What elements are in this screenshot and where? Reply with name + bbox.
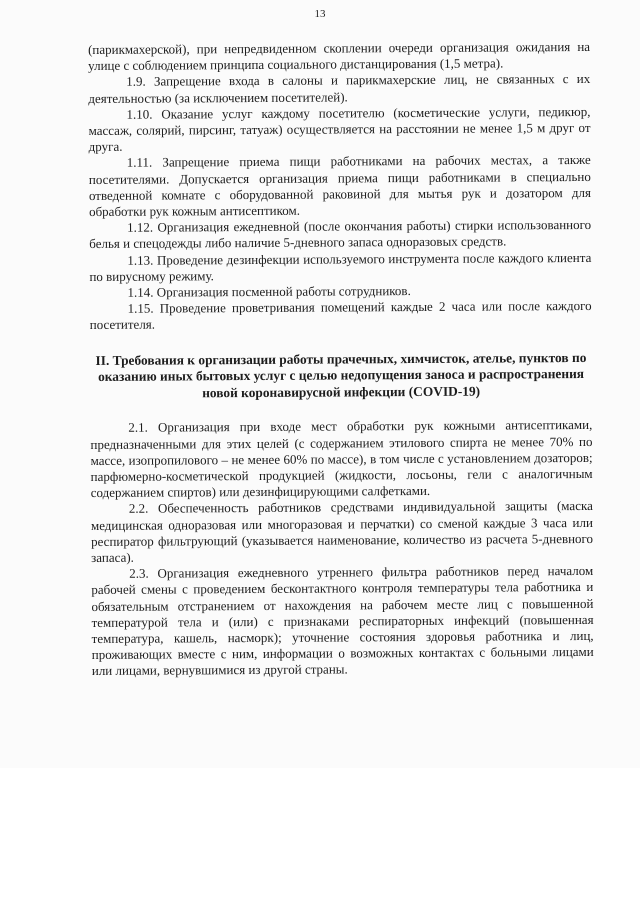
paragraph-1-14: 1.14. Организация посменной работы сотрудников.	[127, 283, 411, 300]
document-body	[88, 39, 594, 680]
paragraph-1-11: 1.11. Запрещение приема пищи работниками на рабочих местах, а также посетителями. Допускается организация приема пищи работниками в специально отведенной комнате с оборудованной раковиной для мытья рук и дозатором для обработки рук кожным антисептиком.	[88, 152, 591, 220]
page-number: 13	[314, 8, 326, 20]
section-heading: II. Требования к организации работы прачечных, химчисток, ателье, пунктов по оказанию иных бытовых услуг с целью недопущения заноса и распространения новой коронавирусной инфекции (COVID-19)	[95, 349, 587, 401]
paragraph-cont: (парикмахерской), при непредвиденном скоплении очереди организация ожидания на улице с соблюдением принципа социального дистанцирования (1,5 метра).	[88, 38, 591, 74]
paragraph-1-9: 1.9. Запрещение входа в салоны и парикмахерские лиц, не связанных с их деятельностью (за исключением посетителей).	[88, 71, 591, 106]
section-2-body	[90, 417, 594, 679]
paragraph-2-2: 2.2. Обеспеченность работников средствами индивидуальной защиты (маска медицинская одноразовая или многоразовая и перчатки) со сменой каждые 3 часа или респиратор фильтрующий (указывается наименование, количество из расчета 5-дневного запаса).	[90, 498, 594, 566]
paragraph-1-10: 1.10. Оказание услуг каждому посетителю (косметические услуги, педикюр, массаж, солярий, пирсинг, татуаж) осуществляется на расстоянии не менее 1,5 м друг от друга.	[88, 103, 591, 155]
paragraph-1-15: 1.15. Проведение проветривания помещений каждые 2 часа или после каждого посетителя.	[89, 298, 592, 333]
paragraph-1-13: 1.13. Проведение дезинфекции используемого инструмента после каждого клиента по вирусному режиму.	[89, 249, 592, 284]
paragraph-1-12: 1.12. Организация ежедневной (после окончания работы) стирки использованного белья и спецодежды либо наличие 5-дневного запаса одноразовых средств.	[89, 217, 592, 252]
blank-area	[0, 768, 640, 905]
paragraph-2-1: 2.1. Организация при входе мест обработки рук кожными антисептиками, предназначенными для этих целей (с содержанием этилового спирта не менее 70% по массе, изопропилового – не менее 60% по массе), в том числе с установлением дозаторов; парфюмерно-косметической продукцией (жидкости, лосьоны, гели с аналогичным содержанием спиртов) или дезинфицирующими салфетками.	[90, 417, 593, 501]
section-1-continuation	[88, 39, 592, 334]
paragraph-2-3: 2.3. Организация ежедневного утреннего фильтра работников перед началом рабочей смены с проведением бесконтактного контроля температуры тела работника и обязательным отстранением от нахождения на рабочем месте лиц с повышенной температурой тела и (или) с признаками респираторных инфекций (повышенная температура, кашель, насморк); уточнение состояния здоровья работника и лиц, проживающих вместе с ним, информации о возможных контактах с больными лицами или лицами, вернувшимися из другой страны.	[91, 563, 594, 679]
